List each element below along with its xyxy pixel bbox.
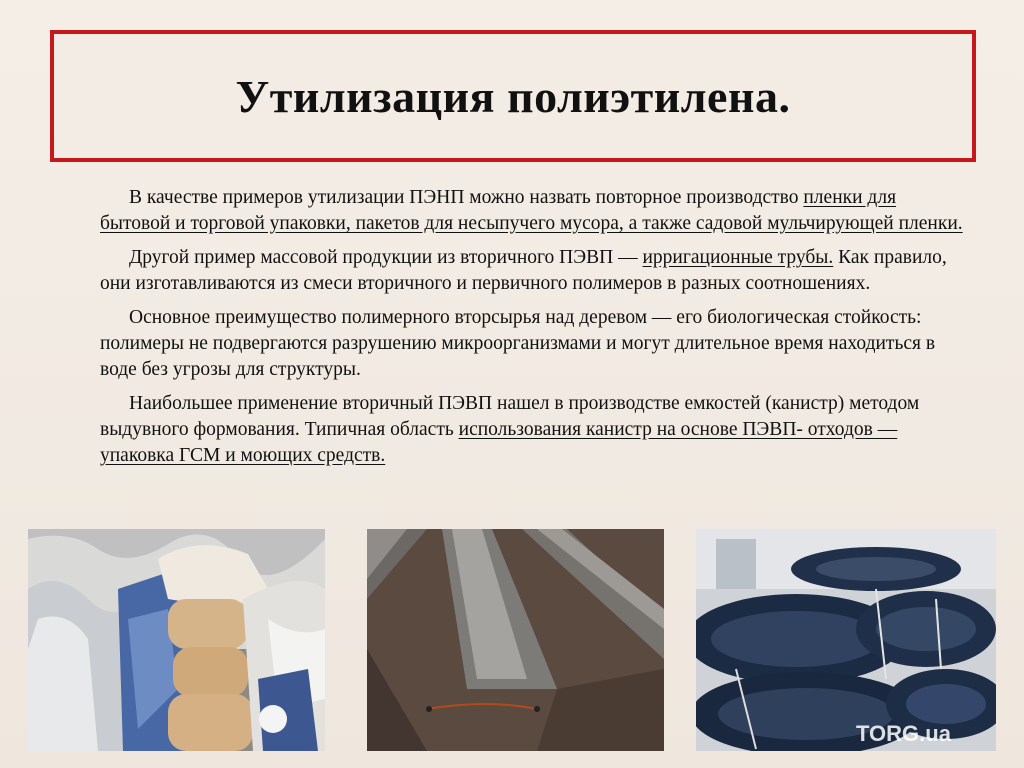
- plastic-bales-photo: [28, 529, 325, 751]
- slide-title: Утилизация полиэтилена.: [235, 70, 791, 122]
- paragraph-1: [100, 185, 968, 237]
- paragraph-4-text: Наибольшее применение вторичный ПЭВП нашел в производстве емкостей (канистр) методом выдувного формования. Типичная область: [100, 393, 920, 440]
- paragraph-3-text: Основное преимущество полимерного вторсырья над деревом — его биологическая стойкость: полимеры не подвергаются разрушению микроорганизмами и могут длительное время находиться в воде без угрозы для структуры.: [100, 307, 936, 380]
- torg-watermark: TORG.ua: [856, 721, 951, 746]
- paragraph-3: [100, 305, 968, 383]
- paragraph-2: [100, 245, 968, 297]
- paragraph-2-text: Другой пример массовой продукции из вторичного ПЭВП —: [129, 247, 643, 268]
- paragraph-1-text: В качестве примеров утилизации ПЭНП можно назвать повторное производство: [129, 187, 804, 208]
- pipe-coils-photo: [696, 529, 996, 751]
- paragraph-1-link[interactable]: пленки для бытовой и торговой упаковки, пакетов для несыпучего мусора, а также садовой мульчирующей пленки.: [100, 187, 963, 234]
- mulch-film-beds-photo: [367, 529, 664, 751]
- paragraph-2-link[interactable]: ирригационные трубы.: [642, 247, 834, 268]
- title-box: [50, 30, 976, 162]
- body-text: [100, 185, 968, 477]
- paragraph-4-link[interactable]: использования канистр на основе ПЭВП- отходов — упаковка ГСМ и моющих средств.: [100, 419, 898, 466]
- paragraph-2-tail: Как правило, они изготавливаются из смеси вторичного и первичного полимеров в разных соотношениях.: [100, 247, 947, 294]
- paragraph-4: [100, 391, 968, 469]
